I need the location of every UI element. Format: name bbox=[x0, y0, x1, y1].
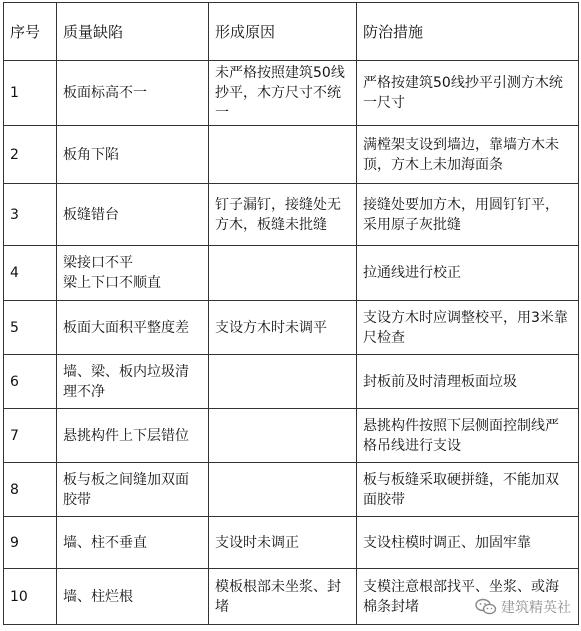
cell-no: 6 bbox=[4, 355, 57, 409]
cell-defect: 梁接口不平 梁上下口不顺直 bbox=[57, 246, 209, 301]
cell-defect: 板面大面积平整度差 bbox=[57, 301, 209, 355]
header-measure: 防治措施 bbox=[357, 3, 579, 61]
table-row bbox=[4, 126, 579, 184]
cell-defect: 墙、柱烂根 bbox=[57, 569, 209, 625]
cell-cause: 未严格按照建筑50线抄平，木方尺寸不统一 bbox=[209, 61, 357, 126]
table-row bbox=[4, 409, 579, 463]
cell-defect: 墙、柱不垂直 bbox=[57, 517, 209, 569]
cell-cause bbox=[209, 246, 357, 301]
table-row bbox=[4, 355, 579, 409]
cell-cause bbox=[209, 355, 357, 409]
cell-measure: 严格按建筑50线抄平引测方木统一尺寸 bbox=[357, 61, 579, 126]
table-body bbox=[4, 61, 579, 625]
cell-no: 8 bbox=[4, 463, 57, 517]
cell-defect: 板面标高不一 bbox=[57, 61, 209, 126]
table-row bbox=[4, 184, 579, 246]
cell-no: 1 bbox=[4, 61, 57, 126]
cell-no: 5 bbox=[4, 301, 57, 355]
cell-no: 7 bbox=[4, 409, 57, 463]
table-header bbox=[4, 3, 579, 61]
cell-measure: 接缝处要加方木，用圆钉钉平，采用原子灰批缝 bbox=[357, 184, 579, 246]
table-row bbox=[4, 301, 579, 355]
cell-cause bbox=[209, 126, 357, 184]
defects-table bbox=[3, 2, 579, 625]
cell-no: 2 bbox=[4, 126, 57, 184]
cell-measure: 封板前及时清理板面垃圾 bbox=[357, 355, 579, 409]
cell-measure: 支设方木时应调整校平，用3米靠尺检查 bbox=[357, 301, 579, 355]
cell-no: 9 bbox=[4, 517, 57, 569]
cell-cause bbox=[209, 463, 357, 517]
table-row bbox=[4, 463, 579, 517]
cell-no: 4 bbox=[4, 246, 57, 301]
cell-measure: 支模注意根部找平、坐浆、或海棉条封堵 bbox=[357, 569, 579, 625]
cell-measure: 板与板缝采取硬拼缝，不能加双面胶带 bbox=[357, 463, 579, 517]
wechat-icon bbox=[475, 598, 497, 616]
cell-measure: 悬挑构件按照下层侧面控制线严格吊线进行支设 bbox=[357, 409, 579, 463]
cell-no: 10 bbox=[4, 569, 57, 625]
cell-measure: 支设柱模时调正、加固牢靠 bbox=[357, 517, 579, 569]
watermark bbox=[475, 597, 571, 617]
table-row bbox=[4, 246, 579, 301]
cell-measure: 拉通线进行校正 bbox=[357, 246, 579, 301]
header-cause: 形成原因 bbox=[209, 3, 357, 61]
cell-cause: 模板根部未坐浆、封堵 bbox=[209, 569, 357, 625]
cell-no: 3 bbox=[4, 184, 57, 246]
header-no: 序号 bbox=[4, 3, 57, 61]
table-row bbox=[4, 61, 579, 126]
cell-cause: 钉子漏钉，接缝处无方木，板缝未批缝 bbox=[209, 184, 357, 246]
cell-cause: 支设方木时未调平 bbox=[209, 301, 357, 355]
cell-defect: 板与板之间缝加双面胶带 bbox=[57, 463, 209, 517]
header-row bbox=[4, 3, 579, 61]
cell-measure: 满樘架支设到墙边，靠墙方木未顶，方木上未加海面条 bbox=[357, 126, 579, 184]
table-row bbox=[4, 517, 579, 569]
cell-defect: 悬挑构件上下层错位 bbox=[57, 409, 209, 463]
cell-defect: 板缝错台 bbox=[57, 184, 209, 246]
cell-cause: 支设时未调正 bbox=[209, 517, 357, 569]
cell-cause bbox=[209, 409, 357, 463]
cell-defect: 板角下陷 bbox=[57, 126, 209, 184]
cell-defect: 墙、梁、板内垃圾清理不净 bbox=[57, 355, 209, 409]
watermark-text: 建筑精英社 bbox=[501, 600, 571, 616]
header-defect: 质量缺陷 bbox=[57, 3, 209, 61]
